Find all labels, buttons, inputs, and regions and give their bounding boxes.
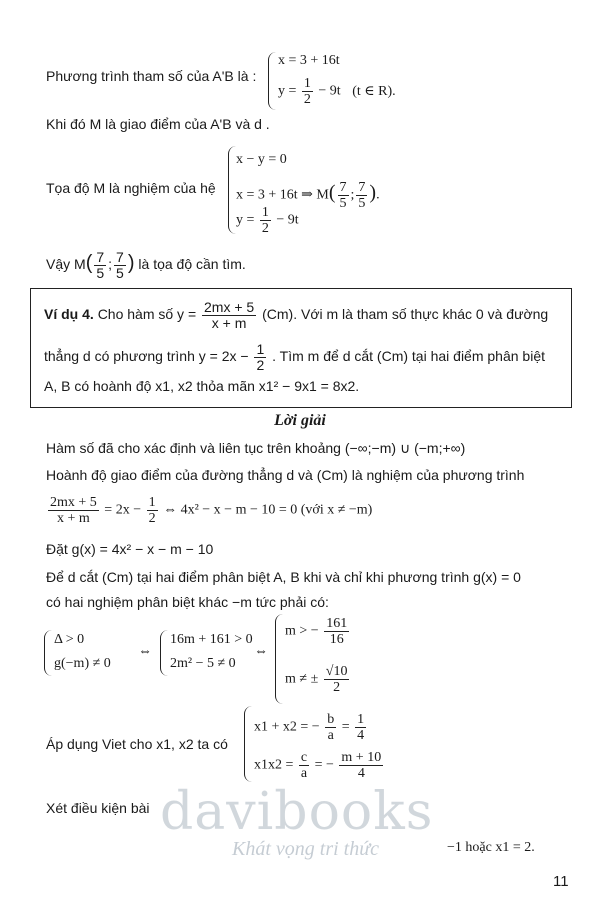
solution-intersection: Hoành độ giao điểm của đường thẳng d và (Cm) là nghiệm của phương trình: [46, 467, 525, 483]
system-eq2: x = 3 + 16t ⇒ M( $\frac{7}{5}$ ; $\frac{7}{5}$ ).: [236, 180, 380, 211]
solution-equation: $\frac{2mx + 5}{x + m}$ = 2x − $\frac{1}{2}$ ⇔ 4x² − x − m − 10 = 0 (với x ≠ −m): [50, 495, 373, 526]
example-line-3: A, B có hoành độ x1, x2 thỏa mãn x1² − 9x1 = 8x2.: [44, 378, 360, 394]
viet-label: Áp dụng Viet cho x1, x2 ta có: [46, 736, 228, 752]
solution-define-g: Đặt g(x) = 4x² − x − m − 10: [46, 541, 214, 557]
solution-domain: Hàm số đã cho xác định và liên tục trên khoảng (−∞;−m) ∪ (−m;+∞): [46, 440, 466, 456]
solution-condition: Để d cắt (Cm) tại hai điểm phân biệt A, B khi và chỉ khi phương trình g(x) = 0: [46, 569, 521, 585]
final-result: −1 hoặc x1 = 2.: [447, 840, 535, 855]
equiv-arrow: ⇔: [254, 644, 268, 659]
param-eq-x: x = 3 + 16t: [278, 53, 340, 68]
brace-left: [44, 630, 53, 676]
sys1-a: Δ > 0: [54, 632, 85, 647]
sys3-a: m > − $\frac{161}{16}$: [285, 616, 348, 647]
brace-left: [244, 706, 253, 782]
viet-sum: x1 + x2 = − $\frac{b}{a}$ = $\frac{1}{4}$: [254, 712, 365, 743]
param-eq-y: y = $\frac{1}{2}$ − 9t (t ∈ R).: [278, 76, 396, 107]
intersection-text: Khi đó M là giao điểm của A'B và d .: [46, 116, 270, 132]
watermark-slogan: Khát vọng tri thức: [232, 838, 380, 860]
solution-title: Lời giải: [274, 412, 326, 429]
sys1-b: g(−m) ≠ 0: [54, 656, 111, 671]
brace-left: [275, 614, 284, 704]
viet-product: x1x2 = $\frac{c}{a}$ = − $\frac{m + 10}{4}$: [254, 750, 382, 781]
consider-condition: Xét điều kiện bài: [46, 800, 150, 816]
equiv-arrow: ⇔: [138, 644, 152, 659]
example-heading: Ví dụ 4.: [44, 306, 94, 323]
watermark-brand: davibooks: [160, 782, 434, 842]
sys2-a: 16m + 161 > 0: [170, 632, 253, 647]
sys2-b: 2m² − 5 ≠ 0: [170, 656, 236, 671]
system-eq3: y = $\frac{1}{2}$ − 9t: [236, 205, 299, 236]
example-line-2: thẳng d có phương trình y = 2x − $\frac{1}{2}$ . Tìm m để d cắt (Cm) tại hai điểm phân biệt: [44, 341, 546, 373]
system-label: Tọa độ M là nghiệm của hệ: [46, 180, 216, 196]
system-eq1: x − y = 0: [236, 152, 287, 167]
brace-left: [268, 52, 277, 110]
page-number: 11: [553, 873, 569, 890]
conclusion-text: Vậy M( $\frac{7}{5}$ ; $\frac{7}{5}$ ) là tọa độ cần tìm.: [46, 249, 246, 281]
brace-left: [160, 630, 169, 676]
example-line-1: Ví dụ 4. Cho hàm số y = $\frac{2mx + 5}{x + m}$ (Cm). Với m là tham số thực khác 0 và đường: [44, 299, 549, 331]
param-eq-label: Phương trình tham số của A'B là :: [46, 68, 257, 84]
solution-condition-2: có hai nghiệm phân biệt khác −m tức phải có:: [46, 594, 329, 610]
sys3-b: m ≠ ± $\frac{√10}{2}$: [285, 664, 348, 695]
